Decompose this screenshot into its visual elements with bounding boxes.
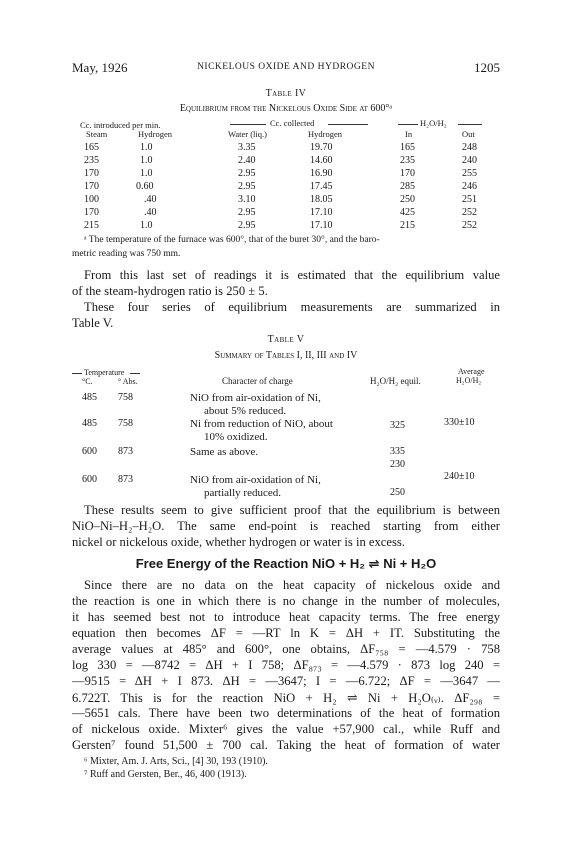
table4-col-water: Water (liq.) <box>228 129 267 139</box>
table4-cell: .40 <box>144 194 157 205</box>
table4-cell: 250 <box>400 194 415 205</box>
table4-cell: 1.0 <box>140 220 153 231</box>
table4-rule-collected-right <box>328 124 368 125</box>
table4-footnote-line1: ᵃ The temperature of the furnace was 600°, that of the buret 30°, and the baro- <box>84 235 380 245</box>
table5-col-equil: H₂O/H₂ equil. <box>370 376 421 386</box>
table4-rule-ratio-left <box>398 124 418 125</box>
body-line: log 330 = —8742 = ΔH + I 758; ΔF₈₇₃ = —4.579 · 873 log 240 = <box>72 658 500 672</box>
body-line: NiO–Ni–H₂–H₂O. The same end-point is reached starting from either <box>72 519 500 533</box>
table5-cell-equil: 325 <box>390 420 405 431</box>
table4-cell: 2.95 <box>238 207 256 218</box>
table5-cell-abs: 873 <box>118 474 133 485</box>
table5-cell-equil: 250 <box>390 487 405 498</box>
table4-rule-collected-left <box>230 124 266 125</box>
table4-cell: 285 <box>400 181 415 192</box>
table4-title: Equilibrium from the Nickelous Oxide Side at 600°ᵃ <box>179 103 393 114</box>
table4-cell: 165 <box>400 142 415 153</box>
table5-cell-c: 600 <box>82 474 97 485</box>
table4-cell: 235 <box>400 155 415 166</box>
table4-cell: 1.0 <box>140 142 153 153</box>
table5-col-average-2: H₂O/H₂ <box>456 376 482 385</box>
table4-cell: 235 <box>84 155 99 166</box>
table4-cell: 215 <box>400 220 415 231</box>
table5-cell-charge-cont: partially reduced. <box>204 487 281 499</box>
table5-cell-charge-cont: about 5% reduced. <box>204 405 287 417</box>
body-line: —9515 = ΔH + I 873. ΔH = —3647; I = —6.722; ΔF = —3647 — <box>72 674 500 688</box>
body-line: nickel or nickelous oxide, whether hydrogen or water is in excess. <box>72 535 405 549</box>
table5-cell-equil: 335 <box>390 446 405 457</box>
table-row <box>80 220 500 233</box>
body-line: Gersten⁷ found 51,500 ± 700 cal. Taking the heat of formation of water <box>72 738 500 752</box>
table4-group-collected: Cc. collected <box>270 118 315 128</box>
table4-col-in: In <box>405 129 413 139</box>
table4-cell: 2.95 <box>238 181 256 192</box>
body-line: of the steam-hydrogen ratio is 250 ± 5. <box>72 284 268 298</box>
table5-cell-charge-cont: 10% oxidized. <box>204 431 268 443</box>
table4-cell: 19.70 <box>310 142 333 153</box>
running-header <box>72 60 500 78</box>
table4-rule-ratio-right <box>458 124 482 125</box>
table4-cell: 251 <box>462 194 477 205</box>
table4-label: Table IV <box>265 88 307 99</box>
table5-cell-abs: 758 <box>118 418 133 429</box>
table4-cell: 2.40 <box>238 155 256 166</box>
table5-cell-c: 600 <box>82 446 97 457</box>
table4-cell: 18.05 <box>310 194 333 205</box>
table5-col-charge: Character of charge <box>222 376 293 386</box>
table4-cell: 170 <box>84 181 99 192</box>
table5-cell-abs: 873 <box>118 446 133 457</box>
footnote-7: ⁷ Ruff and Gersten, Ber., 46, 400 (1913). <box>84 769 247 780</box>
table4-cell: 17.10 <box>310 207 333 218</box>
table5-cell-abs: 758 <box>118 392 133 403</box>
table4-cell: 425 <box>400 207 415 218</box>
body-line: —5651 cals. There have been two determinations of the heat of formation <box>72 706 500 720</box>
table-row <box>80 181 500 194</box>
table5-group-temp: Temperature <box>84 368 125 377</box>
table4-group-introduced: Cc. introduced per min. <box>80 120 161 130</box>
table5-cell-charge: Same as above. <box>190 446 259 458</box>
table4-cell: 248 <box>462 142 477 153</box>
table4-cell: 252 <box>462 207 477 218</box>
table4-cell: 100 <box>84 194 99 205</box>
table4-cell: 16.90 <box>310 168 333 179</box>
table5-cell-equil: 230 <box>390 459 405 470</box>
header-running-title: NICKELOUS OXIDE AND HYDROGEN <box>197 62 375 72</box>
table4-group-ratio: H₂O/H₂ <box>420 118 447 128</box>
table4-cell: 246 <box>462 181 477 192</box>
body-line: Table V. <box>72 316 114 330</box>
table5-col-average-1: Average <box>458 367 485 376</box>
table4-cell: 170 <box>400 168 415 179</box>
table-row <box>80 142 500 155</box>
table-row <box>80 155 500 168</box>
body-line: it has seemed best not to introduce heat capacity terms. The free energy <box>72 610 500 624</box>
table5-cell-charge: NiO from air-oxidation of Ni, <box>190 392 321 404</box>
table5-cell-charge: Ni from reduction of NiO, about <box>190 418 333 430</box>
footnote-6: ⁶ Mixter, Am. J. Arts, Sci., [4] 30, 193 (1910). <box>84 756 268 767</box>
table4-cell: 1.0 <box>140 155 153 166</box>
table5-cell-c: 485 <box>82 392 97 403</box>
body-line: 6.722T. This is for the reaction NiO + H₂ ⇌ Ni + H₂O₍ᵥ₎. ΔF₂₉₈ = <box>72 691 500 705</box>
table5-cell-c: 485 <box>82 418 97 429</box>
body-line: From this last set of readings it is estimated that the equilibrium value <box>84 268 500 282</box>
table4-col-hydrogen2: Hydrogen <box>308 129 342 139</box>
table4-cell: 3.10 <box>238 194 256 205</box>
table5-label: Table V <box>267 334 305 345</box>
table4-col-steam: Steam <box>86 129 108 139</box>
table4-cell: 2.95 <box>238 220 256 231</box>
body-line: These four series of equilibrium measurements are summarized in <box>84 300 500 314</box>
table4-cell: 1.0 <box>140 168 153 179</box>
table-row <box>80 194 500 207</box>
table-row <box>80 207 500 220</box>
table5-average-2: 240±10 <box>444 471 475 482</box>
table5-col-abs: ° Abs. <box>118 377 138 386</box>
body-line: equation then becomes ΔF = —RT ln K = ΔH + IT. Substituting the <box>72 626 500 640</box>
table4-col-out: Out <box>462 129 475 139</box>
table4-cell: 3.35 <box>238 142 256 153</box>
table4-cell: 170 <box>84 168 99 179</box>
table4-cell: 252 <box>462 220 477 231</box>
table4-cell: 17.10 <box>310 220 333 231</box>
table4-cell: 255 <box>462 168 477 179</box>
table4-footnote-line2: metric reading was 750 mm. <box>72 249 181 259</box>
table4-cell: 240 <box>462 155 477 166</box>
body-line: Since there are no data on the heat capacity of nickelous oxide and <box>84 578 500 592</box>
body-line: the reaction is one in which there is no change in the number of molecules, <box>72 594 500 608</box>
table5-rule-temp-left <box>72 373 82 374</box>
body-line: average values at 485° and 600°, one obtains, ΔF₇₅₈ = —4.579 · 758 <box>72 642 500 656</box>
table4-cell: 2.95 <box>238 168 256 179</box>
table5-title: Summary of Tables I, II, III and IV <box>214 350 358 361</box>
table4-cell: 165 <box>84 142 99 153</box>
table4-cell: 14.60 <box>310 155 333 166</box>
table5-average-1: 330±10 <box>444 417 475 428</box>
table5-cell-charge: NiO from air-oxidation of Ni, <box>190 474 321 486</box>
table5-rule-temp-right <box>130 373 140 374</box>
body-line: of nickelous oxide. Mixter⁶ gives the value +57,900 cal., while Ruff and <box>72 722 500 736</box>
body-line: These results seem to give sufficient proof that the equilibrium is between <box>84 503 500 517</box>
table4-cell: .40 <box>144 207 157 218</box>
table4-cell: 215 <box>84 220 99 231</box>
header-page-number: 1205 <box>474 60 500 75</box>
section-heading: Free Energy of the Reaction NiO + H₂ ⇌ Ni + H₂O <box>135 556 437 571</box>
table-row <box>80 168 500 181</box>
table4-col-hydrogen: Hydrogen <box>138 129 172 139</box>
header-date: May, 1926 <box>72 60 128 75</box>
table4-cell: 170 <box>84 207 99 218</box>
table4-cell: 0.60 <box>136 181 154 192</box>
table5-col-c: °C. <box>82 377 93 386</box>
table4-cell: 17.45 <box>310 181 333 192</box>
